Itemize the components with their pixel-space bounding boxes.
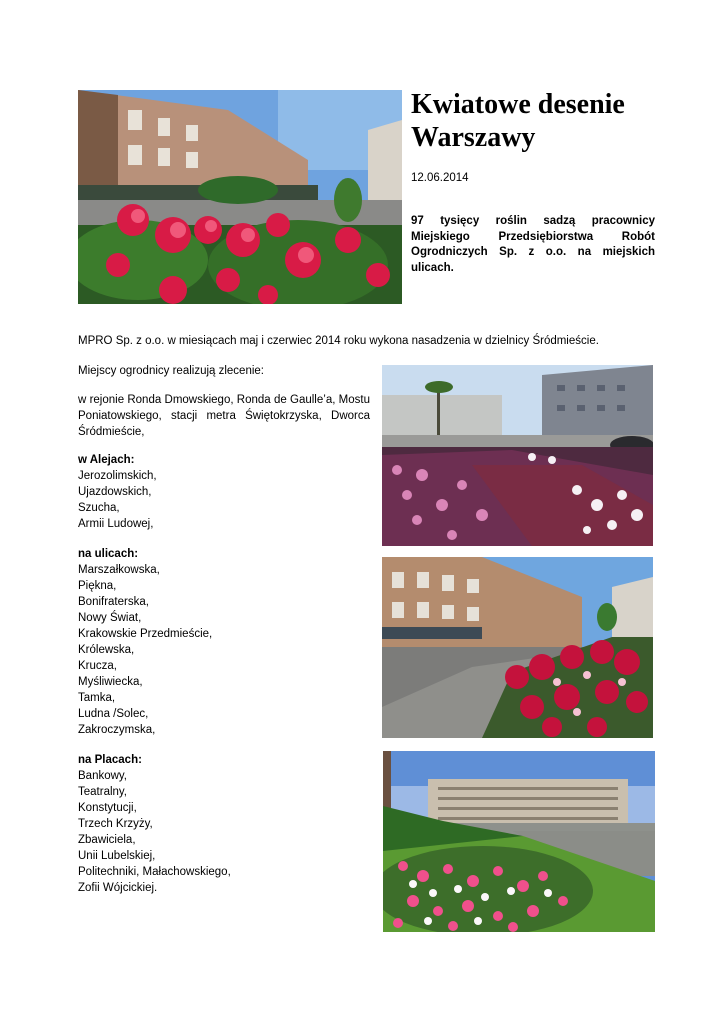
list-item: Nowy Świat, <box>78 612 142 624</box>
list-heading: w Alejach: <box>78 454 135 466</box>
list-item: Tamka, <box>78 692 116 704</box>
list-item: Piękna, <box>78 580 117 592</box>
list-item: Unii Lubelskiej, <box>78 850 156 862</box>
list-item: Armii Ludowej, <box>78 518 154 530</box>
list-item: Szucha, <box>78 502 120 514</box>
list-item: Myśliwiecka, <box>78 676 143 688</box>
list-item: Zakroczymska, <box>78 724 156 736</box>
list-ulicach <box>78 546 212 738</box>
hero-photo-flower-bed-street <box>78 90 402 304</box>
article-title <box>411 88 661 154</box>
list-item: Krakowskie Przedmieście, <box>78 628 213 640</box>
list-item: Zofii Wójcickiej. <box>78 882 158 894</box>
article-date: 12.06.2014 <box>411 172 469 184</box>
paragraph-order: Miejscy ogrodnicy realizują zlecenie: <box>78 365 264 377</box>
list-item: Ludna /Solec, <box>78 708 149 720</box>
list-item: Krucza, <box>78 660 117 672</box>
list-alejach <box>78 452 157 532</box>
list-item: Zbawiciela, <box>78 834 136 846</box>
article-lead: 97 tysięcy roślin sadzą pracownicy Miejskiego Przedsiębiorstwa Robót Ogrodniczych Sp. z o.o. na miejskich ulicach. <box>411 215 655 274</box>
photo-roundabout-flower-bed <box>382 365 653 546</box>
paragraph-areas: w rejonie Ronda Dmowskiego, Ronda de Gaulle’a, Mostu Poniatowskiego, stacji metra Świętokrzyska, Dworca Śródmieście, <box>78 394 370 438</box>
list-item: Bonifraterska, <box>78 596 149 608</box>
list-item: Jerozolimskich, <box>78 470 157 482</box>
list-item: Trzech Krzyży, <box>78 818 153 830</box>
list-item: Królewska, <box>78 644 135 656</box>
list-heading: na Placach: <box>78 754 142 766</box>
photo-street-flower-box <box>382 557 653 738</box>
list-item: Konstytucji, <box>78 802 137 814</box>
paragraph-intro: MPRO Sp. z o.o. w miesiącach maj i czerwiec 2014 roku wykona nasadzenia w dzielnicy Śródmieście. <box>78 335 599 347</box>
list-placach <box>78 752 231 896</box>
title-line-2: Warszawy <box>411 122 536 153</box>
list-item: Bankowy, <box>78 770 128 782</box>
list-item: Teatralny, <box>78 786 128 798</box>
list-item: Ujazdowskich, <box>78 486 152 498</box>
photo-square-flower-bed <box>383 751 655 932</box>
title-line-1: Kwiatowe desenie <box>411 89 625 120</box>
list-heading: na ulicach: <box>78 548 139 560</box>
list-item: Marszałkowska, <box>78 564 160 576</box>
list-item: Politechniki, Małachowskiego, <box>78 866 231 878</box>
